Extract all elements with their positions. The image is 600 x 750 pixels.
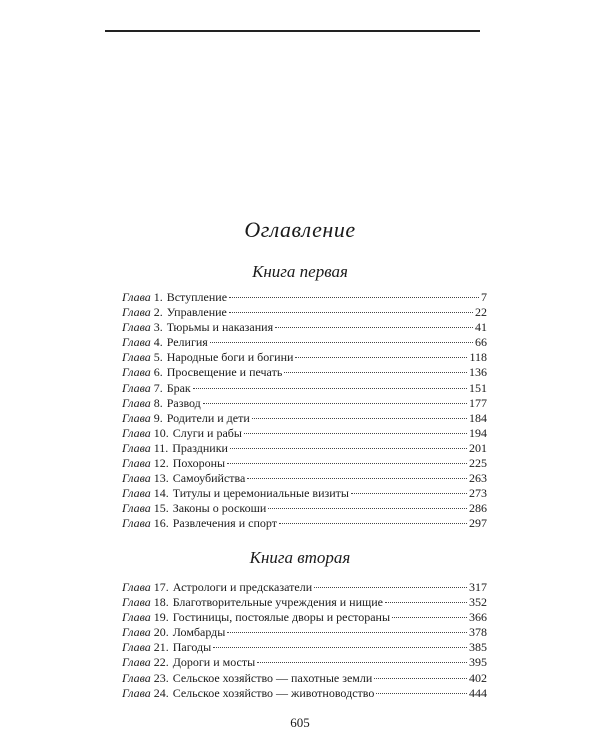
chapter-number: 8. <box>153 395 163 410</box>
chapter-word: Глава <box>122 501 151 516</box>
chapter-title: Развлечения и спорт <box>172 516 277 531</box>
toc-entry <box>122 350 487 365</box>
chapter-page: 194 <box>469 425 487 440</box>
toc-entry <box>122 625 487 640</box>
chapter-word: Глава <box>122 640 151 655</box>
chapter-number: 6. <box>153 365 163 380</box>
chapter-page: 317 <box>469 580 487 594</box>
chapter-word: Глава <box>122 425 151 440</box>
chapter-word: Глава <box>122 625 151 640</box>
toc-entry <box>122 381 487 396</box>
chapter-title: Праздники <box>172 440 228 455</box>
chapter-title: Управление <box>166 305 227 320</box>
toc-entry <box>122 610 487 625</box>
chapter-page: 151 <box>469 380 487 395</box>
chapter-word: Глава <box>122 365 151 380</box>
dot-leader <box>227 463 467 464</box>
chapter-page: 286 <box>469 501 487 516</box>
chapter-word: Глава <box>122 670 151 685</box>
chapter-word: Глава <box>122 486 151 501</box>
dot-leader <box>385 602 467 603</box>
dot-leader <box>229 297 479 298</box>
toc-entry <box>122 595 487 610</box>
chapter-word: Глава <box>122 516 151 531</box>
dot-leader <box>295 357 467 358</box>
chapter-number: 21. <box>153 640 169 655</box>
dot-leader <box>314 587 467 588</box>
dot-leader <box>227 632 467 633</box>
chapter-number: 7. <box>153 380 163 395</box>
chapter-page: 378 <box>469 625 487 640</box>
chapter-page: 395 <box>469 655 487 670</box>
book-one-title: Книга первая <box>252 262 348 281</box>
chapter-number: 19. <box>153 610 169 625</box>
chapter-word: Глава <box>122 380 151 395</box>
chapter-number: 23. <box>153 670 169 685</box>
chapter-page: 225 <box>469 456 487 471</box>
chapter-word: Глава <box>122 410 151 425</box>
dot-leader <box>374 678 467 679</box>
chapter-number: 2. <box>153 305 163 320</box>
dot-leader <box>229 312 473 313</box>
chapter-number: 16. <box>153 516 169 531</box>
chapter-title: Религия <box>166 335 208 350</box>
chapter-word: Глава <box>122 595 151 610</box>
chapter-word: Глава <box>122 320 151 335</box>
dot-leader <box>257 662 467 663</box>
chapter-page: 263 <box>469 471 487 486</box>
toc-entry <box>122 290 487 305</box>
dot-leader <box>279 523 467 524</box>
dot-leader <box>284 372 467 373</box>
chapter-page: 177 <box>469 395 487 410</box>
chapter-title: Законы о роскоши <box>172 501 267 516</box>
chapter-title: Просвещение и печать <box>166 365 283 380</box>
chapter-word: Глава <box>122 290 151 304</box>
toc-entry <box>122 471 487 486</box>
top-rule <box>105 30 480 32</box>
chapter-word: Глава <box>122 580 151 594</box>
chapter-page: 385 <box>469 640 487 655</box>
chapter-word: Глава <box>122 456 151 471</box>
chapter-page: 66 <box>475 335 487 350</box>
dot-leader <box>210 342 473 343</box>
chapter-title: Сельское хозяйство — животноводство <box>172 685 375 700</box>
chapter-title: Астрологи и предсказатели <box>172 580 313 594</box>
chapter-number: 20. <box>153 625 169 640</box>
chapter-number: 10. <box>153 425 169 440</box>
chapter-title: Родители и дети <box>166 410 250 425</box>
chapter-word: Глава <box>122 395 151 410</box>
chapter-word: Глава <box>122 471 151 486</box>
chapter-word: Глава <box>122 335 151 350</box>
chapter-page: 273 <box>469 486 487 501</box>
dot-leader <box>268 508 467 509</box>
toc-entry <box>122 426 487 441</box>
chapter-number: 22. <box>153 655 169 670</box>
dot-leader <box>193 388 467 389</box>
toc-entry <box>122 305 487 320</box>
toc-entry <box>122 335 487 350</box>
chapter-page: 444 <box>469 685 487 700</box>
chapter-number: 4. <box>153 335 163 350</box>
chapter-number: 9. <box>153 410 163 425</box>
dot-leader <box>376 693 467 694</box>
book-two-chapter-list <box>122 580 487 701</box>
chapter-number: 24. <box>153 685 169 700</box>
chapter-title: Брак <box>166 380 191 395</box>
chapter-title: Похороны <box>172 456 226 471</box>
chapter-number: 3. <box>153 320 163 335</box>
chapter-page: 352 <box>469 595 487 610</box>
dot-leader <box>230 448 467 449</box>
chapter-number: 15. <box>153 501 169 516</box>
chapter-number: 13. <box>153 471 169 486</box>
chapter-title: Гостиницы, постоялые дворы и рестораны <box>172 610 391 625</box>
toc-entry <box>122 486 487 501</box>
dot-leader <box>247 478 467 479</box>
toc-entry <box>122 580 487 595</box>
toc-entry <box>122 320 487 335</box>
chapter-number: 1. <box>153 290 163 304</box>
dot-leader <box>392 617 467 618</box>
chapter-page: 402 <box>469 670 487 685</box>
dot-leader <box>275 327 473 328</box>
toc-entry <box>122 411 487 426</box>
chapter-word: Глава <box>122 350 151 365</box>
dot-leader <box>351 493 467 494</box>
toc-entry <box>122 456 487 471</box>
chapter-title: Пагоды <box>172 640 212 655</box>
chapter-word: Глава <box>122 440 151 455</box>
toc-entry <box>122 655 487 670</box>
chapter-title: Ломбарды <box>172 625 226 640</box>
chapter-title: Благотворительные учреждения и нищие <box>172 595 384 610</box>
chapter-page: 184 <box>469 410 487 425</box>
toc-entry <box>122 686 487 701</box>
chapter-page: 118 <box>469 350 487 365</box>
chapter-number: 11. <box>153 440 169 455</box>
dot-leader <box>252 418 467 419</box>
toc-entry <box>122 671 487 686</box>
book-one-chapter-list <box>122 290 487 532</box>
chapter-title: Дороги и мосты <box>172 655 256 670</box>
chapter-page: 136 <box>469 365 487 380</box>
chapter-number: 5. <box>153 350 163 365</box>
toc-entry <box>122 640 487 655</box>
page-number: 605 <box>290 715 310 730</box>
chapter-page: 201 <box>469 440 487 455</box>
chapter-number: 12. <box>153 456 169 471</box>
toc-entry <box>122 516 487 531</box>
chapter-number: 17. <box>153 580 169 594</box>
chapter-word: Глава <box>122 305 151 320</box>
dot-leader <box>244 433 467 434</box>
chapter-page: 297 <box>469 516 487 531</box>
chapter-title: Слуги и рабы <box>172 425 242 440</box>
chapter-title: Сельское хозяйство — пахотные земли <box>172 670 373 685</box>
toc-entry <box>122 441 487 456</box>
chapter-page: 41 <box>475 320 487 335</box>
dot-leader <box>213 647 467 648</box>
toc-title: Оглавление <box>244 217 356 242</box>
book-two-title: Книга вторая <box>249 548 351 567</box>
chapter-page: 366 <box>469 610 487 625</box>
chapter-title: Тюрьмы и наказания <box>166 320 274 335</box>
toc-entry <box>122 365 487 380</box>
chapter-word: Глава <box>122 610 151 625</box>
chapter-word: Глава <box>122 685 151 700</box>
chapter-word: Глава <box>122 655 151 670</box>
chapter-page: 22 <box>475 305 487 320</box>
chapter-page: 7 <box>481 290 487 304</box>
chapter-title: Самоубийства <box>172 471 246 486</box>
chapter-title: Развод <box>166 395 201 410</box>
toc-entry <box>122 396 487 411</box>
chapter-number: 18. <box>153 595 169 610</box>
chapter-title: Вступление <box>166 290 228 304</box>
chapter-number: 14. <box>153 486 169 501</box>
toc-entry <box>122 501 487 516</box>
dot-leader <box>203 403 467 404</box>
chapter-title: Народные боги и богини <box>166 350 294 365</box>
chapter-title: Титулы и церемониальные визиты <box>172 486 349 501</box>
